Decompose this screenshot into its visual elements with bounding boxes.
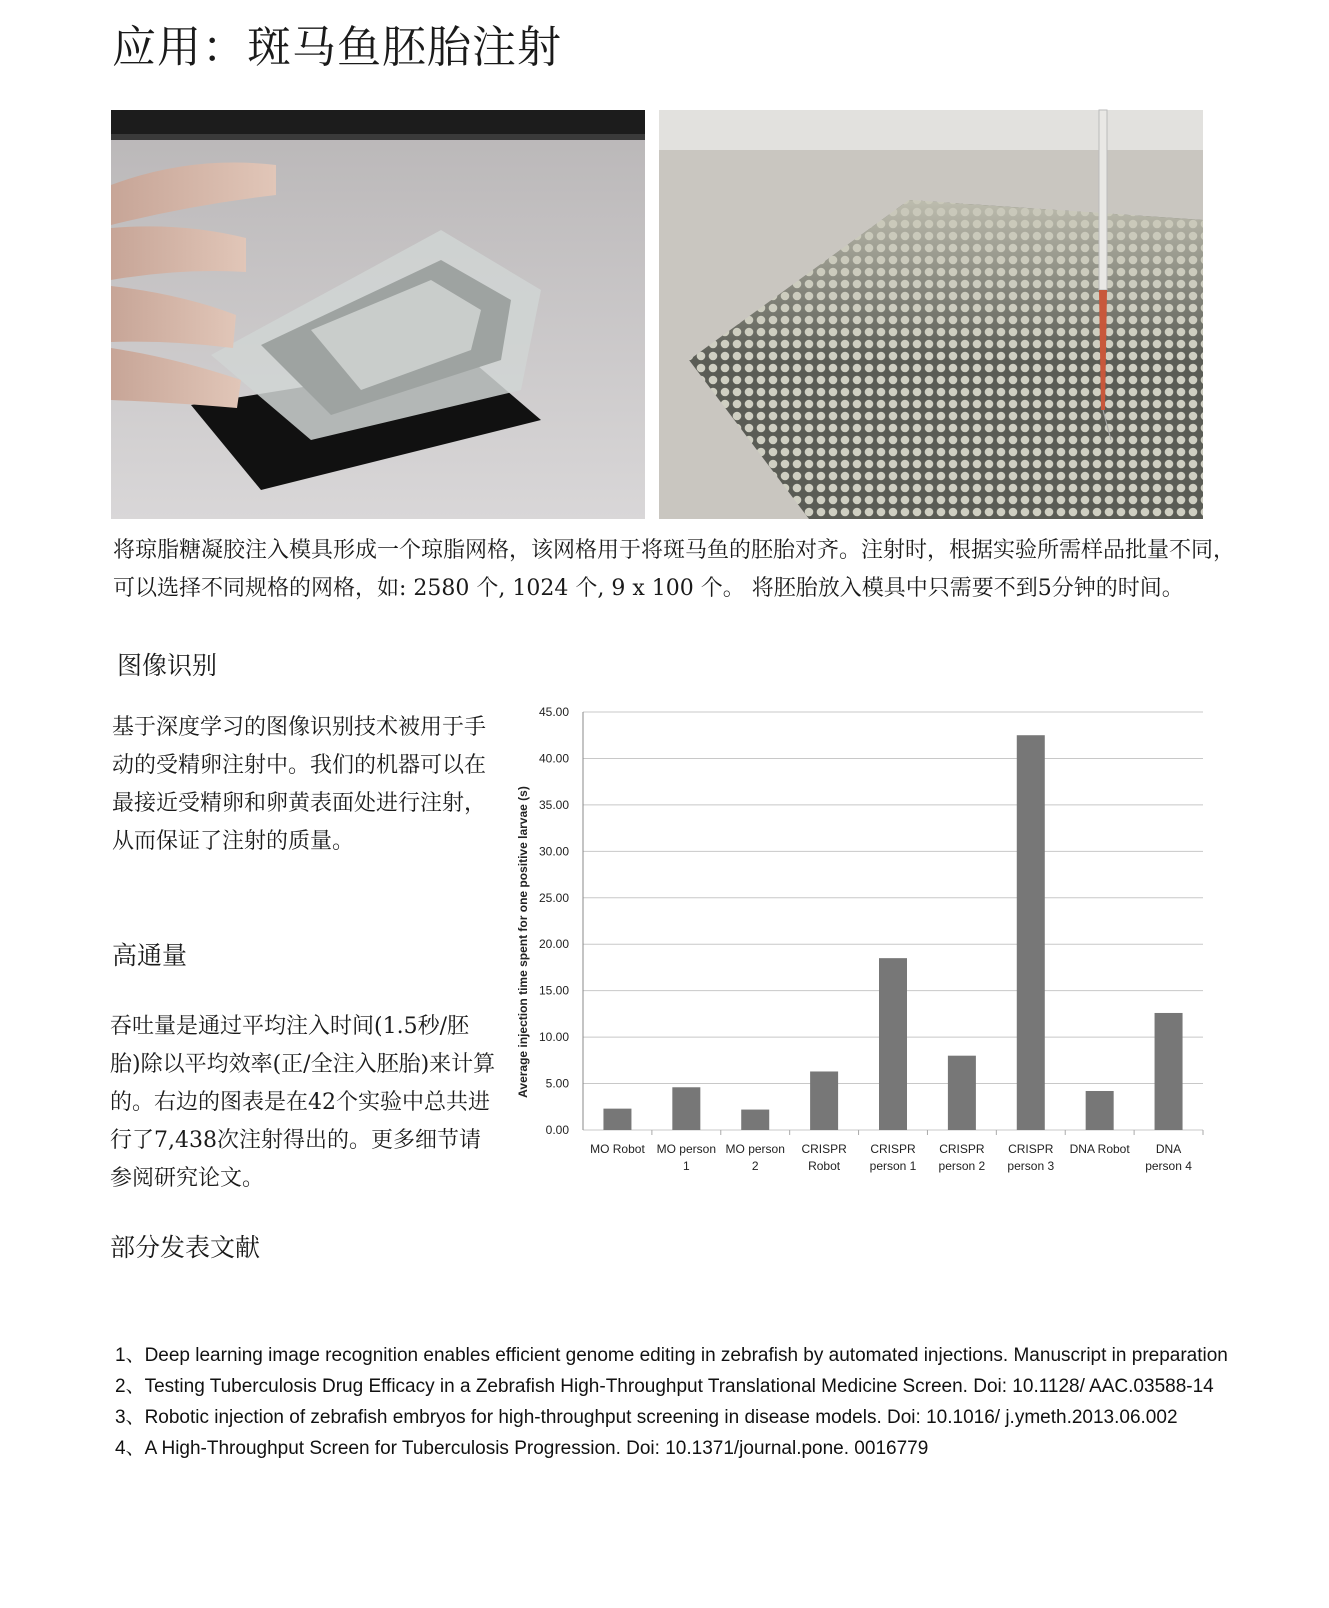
chart-x-tick-label: DNA Robot (1069, 1142, 1130, 1156)
agarose-mold-photo (111, 110, 645, 519)
chart-bar (879, 958, 907, 1130)
chart-y-tick-label: 35.00 (538, 797, 569, 812)
chart-bar (1017, 735, 1045, 1130)
chart-bar (1155, 1013, 1183, 1130)
reference-item: 2、Testing Tuberculosis Drug Efficacy in a Zebrafish High-Throughput Translational Medicine Screen. Doi: 10.1128/ AAC.03588-14 (115, 1376, 1214, 1397)
reference-list (115, 1340, 1235, 1464)
chart-bar (741, 1110, 769, 1130)
chart-y-tick-label: 5.00 (545, 1076, 569, 1091)
chart-bar (1086, 1091, 1114, 1130)
page-title: 应用：斑马鱼胚胎注射 (112, 22, 562, 73)
chart-x-tick-label: MO person 1 (656, 1142, 717, 1173)
reference-item: 1、Deep learning image recognition enables efficient genome editing in zebrafish by automated injections. Manuscript in preparation (115, 1345, 1228, 1366)
chart-bars (603, 735, 1182, 1130)
chart-bar (948, 1056, 976, 1130)
throughput-heading: 高通量 (112, 941, 188, 970)
chart-y-tick-label: 45.00 (538, 705, 569, 719)
chart-y-tick-label: 10.00 (538, 1030, 569, 1045)
chart-y-tick-label: 15.00 (538, 983, 569, 998)
chart-y-tick-label: 20.00 (538, 937, 569, 952)
chart-x-tick-labels (590, 1142, 1192, 1173)
chart-x-tick-label: DNA person 4 (1145, 1142, 1192, 1173)
chart-x-tick-label: CRISPR person 3 (1007, 1142, 1055, 1173)
intro-text: 将琼脂糖凝胶注入模具形成一个琼脂网格，该网格用于将斑马鱼的胚胎对齐。注射时，根据实验所需样品批量不同，可以选择不同规格的网格，如: 2580 个, 1024 个, 9 x 100 个。 将胚胎放入模具中只需要不到5分钟的时间。 (113, 538, 1236, 601)
reference-item: 3、Robotic injection of zebrafish embryos for high-throughput screening in disease models. Doi: 10.1016/ j.ymeth.2013.06.002 (115, 1407, 1178, 1428)
publications-heading: 部分发表文献 (110, 1233, 261, 1262)
chart-y-tick-label: 25.00 (538, 890, 569, 905)
chart-y-tick-label: 40.00 (538, 751, 569, 766)
chart-x-tick-label: CRISPR person 1 (869, 1142, 917, 1173)
chart-y-tick-label: 0.00 (545, 1123, 569, 1137)
injection-time-chart (516, 705, 1220, 1178)
throughput-text: 吞吐量是通过平均注入时间(1.5秒/胚胎)除以平均效率(正/全注入胚胎)来计算的。右边的图表是在42个实验中总共进行了7,438次注射得出的。更多细节请参阅研究论文。 (110, 1014, 496, 1191)
chart-x-tick-label: CRISPR person 2 (938, 1142, 986, 1173)
chart-bar (672, 1087, 700, 1130)
chart-x-tick-label: MO person 2 (725, 1142, 785, 1173)
chart-x-tick-label: CRISPR Robot (801, 1142, 847, 1173)
chart-y-tick-labels (539, 705, 569, 1137)
embryo-injection-photo (659, 110, 1203, 519)
chart-y-tick-label: 30.00 (538, 844, 569, 859)
chart-y-axis-label: Average injection time spent for one positive larvae (s) (516, 786, 530, 1098)
chart-x-tick-label: MO Robot (590, 1142, 645, 1156)
chart-bar (603, 1109, 631, 1130)
image-recognition-text: 基于深度学习的图像识别技术被用于手动的受精卵注射中。我们的机器可以在最接近受精卵和卵黄表面处进行注射，从而保证了注射的质量。 (112, 715, 487, 854)
reference-item: 4、A High-Throughput Screen for Tuberculosis Progression. Doi: 10.1371/journal.pone. 0016779 (115, 1438, 929, 1459)
image-recognition-heading: 图像识别 (117, 651, 218, 680)
chart-bar (810, 1071, 838, 1130)
